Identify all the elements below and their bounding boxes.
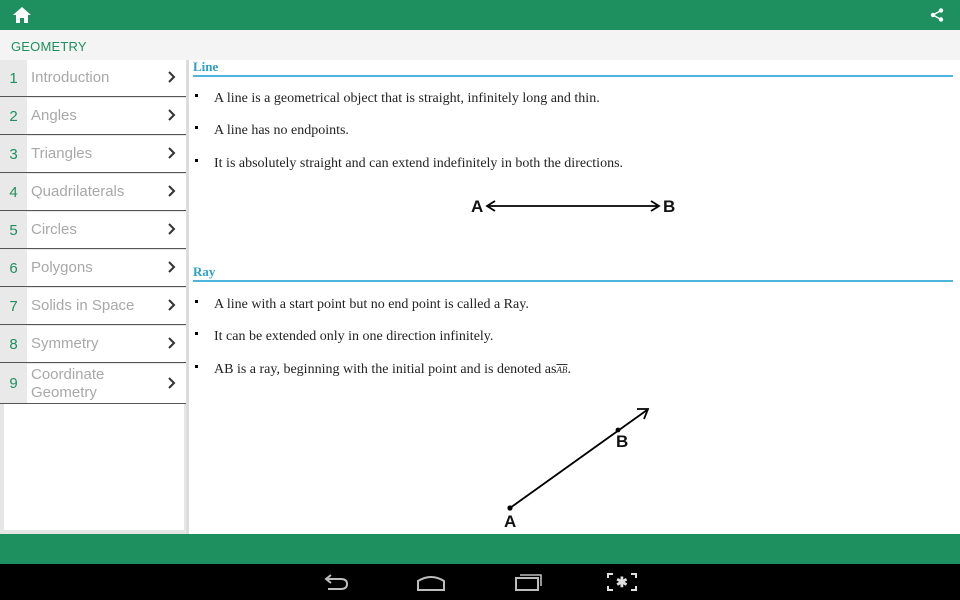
- bullet-icon: [195, 94, 198, 97]
- recents-icon[interactable]: [508, 569, 548, 595]
- bullet-icon: [195, 332, 198, 335]
- sidebar-item-label: Introduction: [31, 69, 110, 86]
- page-title: GEOMETRY: [11, 39, 87, 54]
- line-bullet-text: A line is a geometrical object that is straight, infinitely long and thin.: [214, 91, 600, 106]
- section-header: [0, 30, 960, 60]
- chevron-right-icon: [167, 185, 177, 197]
- chevron-right-icon: [167, 71, 177, 83]
- sidebar-item-quadrilaterals[interactable]: [0, 174, 187, 211]
- section-title-line: Line: [193, 59, 219, 74]
- sidebar-item-symmetry[interactable]: [0, 326, 187, 363]
- sidebar-item-circles[interactable]: [0, 212, 187, 249]
- ray-line: [510, 410, 647, 508]
- sidebar: [0, 60, 187, 534]
- chevron-right-icon: [167, 261, 177, 273]
- bullet-icon: [195, 365, 198, 368]
- chevron-right-icon: [167, 223, 177, 235]
- content-panel: [189, 60, 960, 534]
- sidebar-item-label: Triangles: [31, 145, 93, 162]
- sidebar-item-triangles[interactable]: [0, 136, 187, 173]
- line-diagram: [459, 192, 689, 222]
- chevron-right-icon: [167, 147, 177, 159]
- item-number: 8: [0, 326, 27, 362]
- bottom-bar: [0, 534, 960, 564]
- bullet-icon: [195, 159, 198, 162]
- sidebar-item-angles[interactable]: [0, 98, 187, 135]
- ray-bullet-text: A line with a start point but no end point is called a Ray.: [214, 297, 529, 312]
- section-divider: [193, 280, 953, 282]
- item-number: 5: [0, 212, 27, 248]
- line-bullet-text: A line has no endpoints.: [214, 123, 349, 138]
- screenshot-icon[interactable]: [602, 569, 642, 595]
- home-icon[interactable]: [12, 6, 32, 24]
- sidebar-item-coordinate-geometry[interactable]: [0, 364, 187, 404]
- system-nav-bar: [0, 564, 960, 600]
- item-number: 3: [0, 136, 27, 172]
- item-number: 4: [0, 174, 27, 210]
- sidebar-item-label: Quadrilaterals: [31, 183, 125, 200]
- sidebar-item-label: Polygons: [31, 259, 93, 276]
- item-number: 7: [0, 288, 27, 324]
- ray-notation: $\overline{AB}$: [556, 365, 568, 375]
- line-bullet-text: It is absolutely straight and can extend indefinitely in both the directions.: [214, 156, 624, 171]
- item-number: 1: [0, 60, 27, 96]
- sidebar-item-label: Symmetry: [31, 335, 99, 352]
- ray-bullet-text: It can be extended only in one direction infinitely.: [214, 329, 494, 344]
- sidebar-item-polygons[interactable]: [0, 250, 187, 287]
- share-icon[interactable]: [930, 8, 944, 22]
- bullet-icon: [195, 126, 198, 129]
- item-number: 6: [0, 250, 27, 286]
- section-divider: [193, 75, 953, 77]
- ray-bullet-text: [214, 362, 571, 378]
- sidebar-item-introduction[interactable]: [0, 60, 187, 97]
- point-a-label: A: [471, 197, 484, 216]
- sidebar-item-solids-in-space[interactable]: [0, 288, 187, 325]
- item-number: 9: [0, 364, 27, 403]
- point-b-label: B: [616, 432, 629, 451]
- back-icon[interactable]: [316, 569, 356, 595]
- sidebar-item-label: Solids in Space: [31, 297, 135, 314]
- item-number: 2: [0, 98, 27, 134]
- chevron-right-icon: [167, 299, 177, 311]
- chevron-right-icon: [167, 109, 177, 121]
- sidebar-item-label: Coordinate Geometry: [31, 365, 105, 401]
- bullet-icon: [195, 300, 198, 303]
- chevron-right-icon: [167, 377, 177, 389]
- ray-notation-end: .: [567, 362, 571, 377]
- sidebar-item-label: Angles: [31, 107, 77, 124]
- point-b-label: B: [663, 197, 676, 216]
- point-a-dot: [507, 505, 512, 510]
- ray-bullet-main: AB is a ray, beginning with the initial point and is denoted as: [214, 362, 557, 377]
- sidebar-item-label: Circles: [31, 221, 77, 238]
- sidebar-empty-area: [4, 404, 184, 530]
- svg-text:✱: ✱: [616, 574, 628, 590]
- chevron-right-icon: [167, 337, 177, 349]
- home-nav-icon[interactable]: [411, 569, 451, 595]
- point-a-label: A: [504, 512, 517, 531]
- app-bar: [0, 0, 960, 30]
- ray-diagram: [489, 402, 669, 534]
- section-title-ray: Ray: [193, 264, 216, 279]
